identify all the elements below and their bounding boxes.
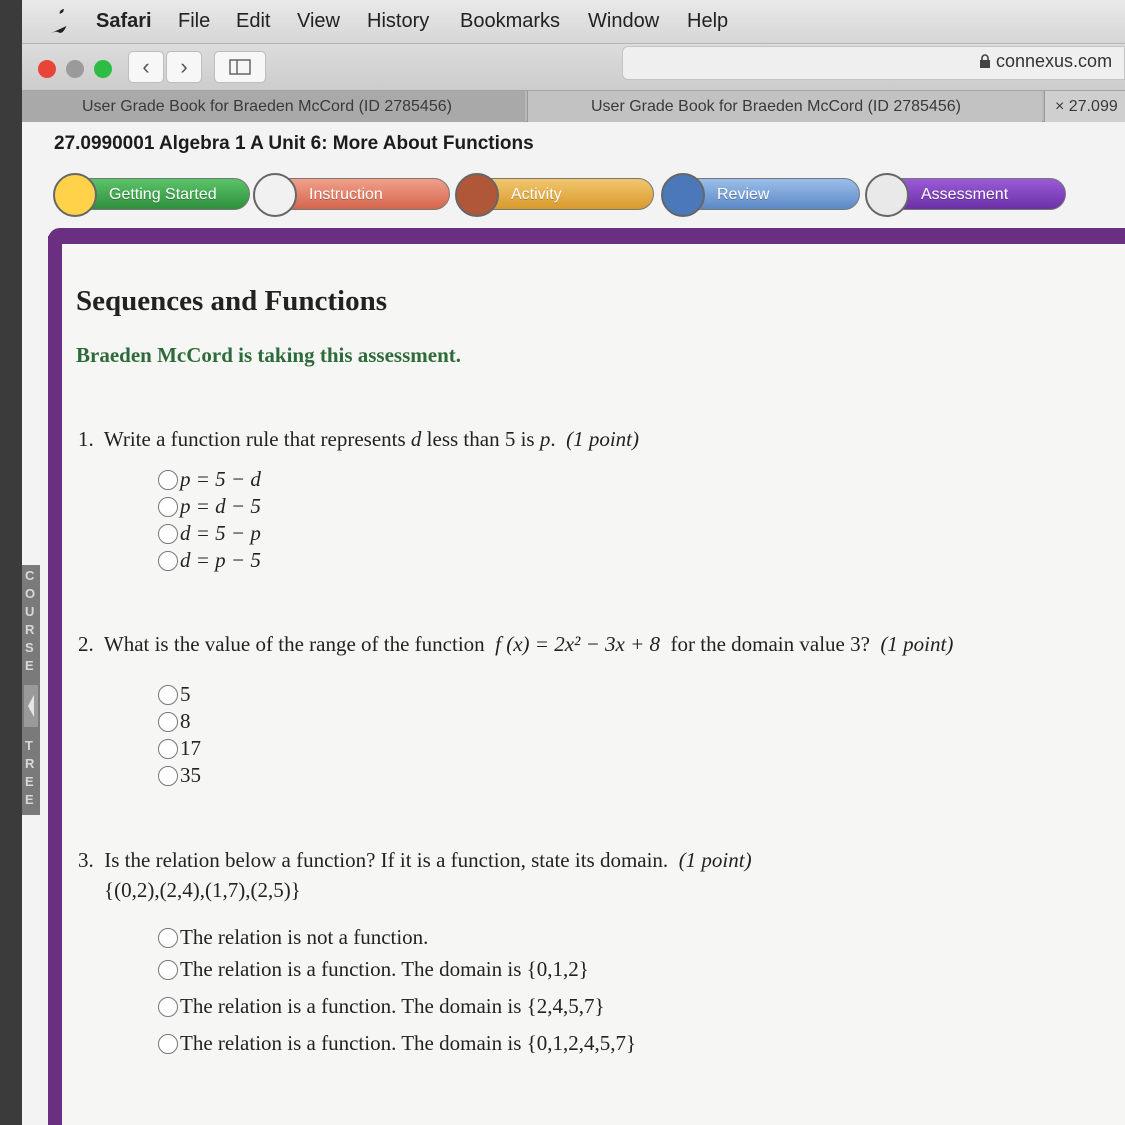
menu-bar	[0, 0, 1125, 44]
menu-edit[interactable]: Edit	[236, 10, 271, 32]
refresh-icon	[661, 173, 705, 217]
back-button[interactable]: ‹	[128, 51, 164, 83]
radio-button[interactable]	[158, 470, 178, 490]
traffic-light-icon	[53, 173, 97, 217]
option-label: p = d − 5	[180, 494, 261, 518]
menu-view[interactable]: View	[297, 10, 340, 32]
option-label: p = 5 − d	[180, 467, 261, 491]
q1-option-1[interactable]	[158, 467, 261, 492]
tab-course-label: 27.099	[1068, 98, 1118, 115]
option-label: d = 5 − p	[180, 521, 261, 545]
question-number: 1.	[78, 427, 94, 451]
option-label: 17	[180, 736, 201, 760]
tab-getting-started-label: Getting Started	[109, 186, 217, 203]
tab-assessment-label: Assessment	[921, 186, 1009, 203]
q2-option-3[interactable]	[158, 736, 201, 761]
tab-instruction[interactable]	[260, 178, 450, 210]
course-tree-letter: S	[25, 640, 34, 655]
q2-option-2[interactable]	[158, 709, 191, 734]
question-text: less than 5 is	[421, 427, 540, 451]
menu-history[interactable]: History	[367, 10, 430, 32]
zoom-window-button[interactable]	[94, 60, 112, 78]
menu-window[interactable]: Window	[588, 10, 660, 32]
books-icon	[455, 173, 499, 217]
course-title: 27.0990001 Algebra 1 A Unit 6: More About Functions	[54, 133, 534, 154]
radio-button[interactable]	[158, 766, 178, 786]
course-tree-letter: E	[25, 658, 34, 673]
menu-file[interactable]: File	[178, 10, 211, 32]
radio-button[interactable]	[158, 524, 178, 544]
sidebar-toggle-button[interactable]	[214, 51, 266, 83]
tab-activity-label: Activity	[511, 186, 562, 203]
q2-option-1[interactable]	[158, 682, 191, 707]
q1-option-4[interactable]	[158, 548, 261, 573]
course-tree-letter: E	[25, 774, 34, 789]
option-label: 8	[180, 709, 191, 733]
tab-gradebook-2[interactable]: User Grade Book for Braeden McCord (ID 2785456)	[527, 91, 1042, 122]
option-label: 35	[180, 763, 201, 787]
question-text: Is the relation below a function? If it is a function, state its domain.	[104, 848, 669, 872]
radio-button[interactable]	[158, 712, 178, 732]
radio-button[interactable]	[158, 685, 178, 705]
menu-safari[interactable]: Safari	[96, 10, 152, 32]
lock-icon	[979, 54, 991, 68]
q1-option-2[interactable]	[158, 494, 261, 519]
tab-review-label: Review	[717, 186, 770, 203]
question-text: What is the value of the range of the function	[103, 632, 485, 656]
option-label: The relation is a function. The domain is {0,1,2,4,5,7}	[180, 1031, 637, 1055]
taking-notice: Braeden McCord is taking this assessment.	[76, 343, 462, 367]
q3-option-1[interactable]	[158, 925, 428, 950]
collapse-arrow-icon[interactable]	[24, 685, 38, 727]
option-label: The relation is a function. The domain is {0,1,2}	[180, 957, 589, 981]
assessment-panel	[62, 244, 1125, 1125]
content-frame-top	[48, 228, 1125, 244]
radio-button[interactable]	[158, 997, 178, 1017]
variable: d	[410, 427, 422, 451]
q1-option-3[interactable]	[158, 521, 261, 546]
variable: p	[539, 427, 551, 451]
content-frame-left	[48, 236, 62, 1125]
option-label: d = p − 5	[180, 548, 261, 572]
close-tab-icon[interactable]: ×	[1055, 98, 1065, 115]
close-window-button[interactable]	[38, 60, 56, 78]
tab-assessment[interactable]	[872, 178, 1066, 210]
points-label: (1 point)	[880, 632, 954, 656]
option-label: The relation is a function. The domain is {2,4,5,7}	[180, 994, 605, 1018]
question-text: Write a function rule that represents	[103, 427, 411, 451]
q3-option-4[interactable]	[158, 1031, 636, 1056]
radio-button[interactable]	[158, 928, 178, 948]
course-tree-letter: E	[25, 792, 34, 807]
course-tree-letter: T	[25, 738, 33, 753]
minimize-window-button[interactable]	[66, 60, 84, 78]
radio-button[interactable]	[158, 1034, 178, 1054]
option-label: 5	[180, 682, 191, 706]
course-tree-letter: U	[25, 604, 35, 619]
radio-button[interactable]	[158, 739, 178, 759]
tab-instruction-label: Instruction	[309, 186, 383, 203]
option-label: The relation is not a function.	[180, 925, 429, 949]
assessment-title: Sequences and Functions	[76, 285, 388, 317]
radio-button[interactable]	[158, 551, 178, 571]
sidebar-icon	[229, 59, 251, 75]
q3-option-3[interactable]	[158, 994, 605, 1019]
tab-gradebook-1[interactable]: User Grade Book for Braeden McCord (ID 2785456)	[20, 91, 525, 122]
relation-set: {(0,2),(2,4),(1,7),(2,5)}	[104, 878, 301, 902]
course-tree-letter: R	[25, 622, 35, 637]
forward-button[interactable]: ›	[166, 51, 202, 83]
apple-icon[interactable]	[48, 9, 70, 33]
q3-option-2[interactable]	[158, 957, 589, 982]
question-2	[78, 632, 953, 657]
tab-activity[interactable]	[462, 178, 654, 210]
menu-bookmarks[interactable]: Bookmarks	[460, 10, 561, 32]
question-text: for the domain value 3?	[670, 632, 870, 656]
question-number: 3.	[78, 848, 94, 872]
q2-option-4[interactable]	[158, 763, 201, 788]
document-icon	[253, 173, 297, 217]
menu-help[interactable]: Help	[687, 10, 729, 32]
course-tree-letter: R	[25, 756, 35, 771]
url-text: connexus.com	[996, 51, 1113, 71]
points-label: (1 point)	[566, 427, 639, 451]
question-1	[78, 427, 639, 452]
function-formula: f (x) = 2x² − 3x + 8	[495, 632, 660, 656]
screen-bezel	[0, 0, 22, 1125]
question-number: 2.	[78, 632, 94, 656]
question-3	[78, 848, 752, 873]
tab-course[interactable]	[1044, 91, 1125, 122]
address-bar[interactable]	[622, 46, 1125, 80]
course-tree-letter: C	[25, 568, 35, 583]
tab-review[interactable]	[668, 178, 860, 210]
test-paper-icon	[865, 173, 909, 217]
radio-button[interactable]	[158, 960, 178, 980]
tab-bar	[20, 90, 1125, 122]
radio-button[interactable]	[158, 497, 178, 517]
tab-getting-started[interactable]	[60, 178, 250, 210]
question-text: .	[550, 427, 556, 451]
points-label: (1 point)	[678, 848, 752, 872]
course-tree-letter: O	[25, 586, 36, 601]
